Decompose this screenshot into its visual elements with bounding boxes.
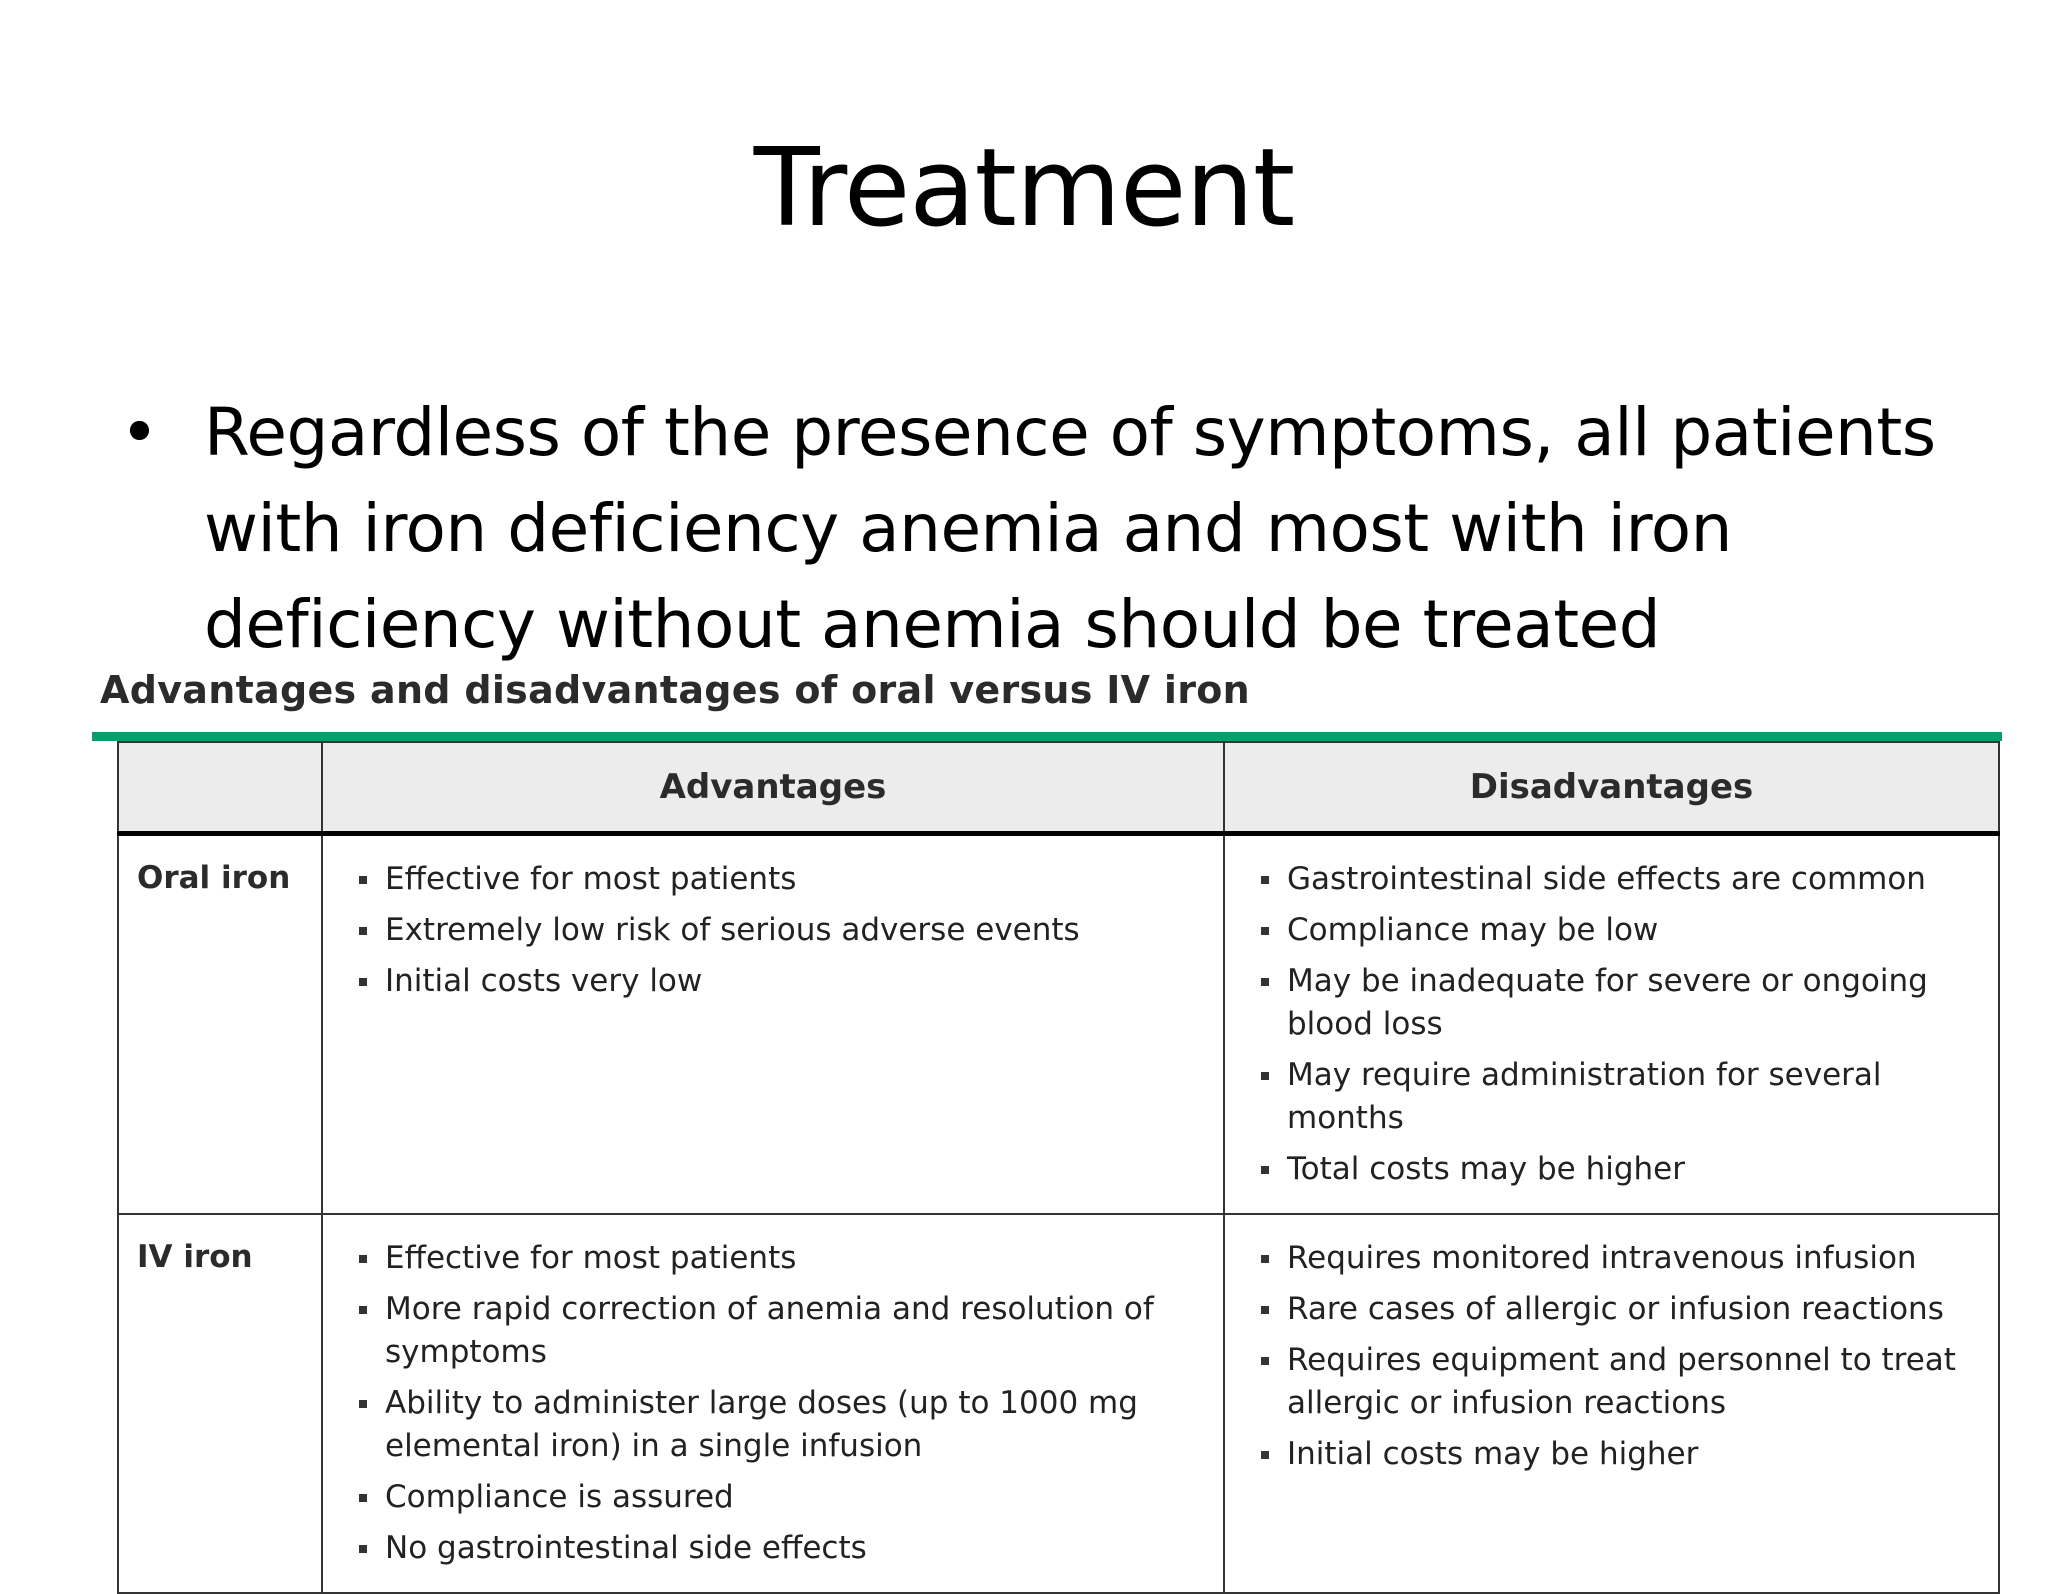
iv-disadvantages-list: [1259, 1237, 1978, 1476]
list-item: May be inadequate for severe or ongoing blood loss: [1259, 960, 1978, 1046]
table-caption: Advantages and disadvantages of oral versus IV iron: [100, 668, 1251, 712]
oral-advantages-cell: [322, 834, 1224, 1215]
bullet-paragraph: [120, 385, 1960, 673]
list-item: Ability to administer large doses (up to 1000 mg elemental iron) in a single infusion: [357, 1382, 1203, 1468]
iv-advantages-list: [357, 1237, 1203, 1570]
bullet-text: Regardless of the presence of symptoms, all patients with iron deficiency anemia and most with iron deficiency without anemia should be treated: [204, 394, 1936, 663]
list-item: Requires monitored intravenous infusion: [1259, 1237, 1978, 1280]
table-row-iv-iron: [118, 1214, 1999, 1593]
list-item: Initial costs may be higher: [1259, 1433, 1978, 1476]
iv-disadvantages-cell: [1224, 1214, 1999, 1593]
list-item: May require administration for several months: [1259, 1054, 1978, 1140]
list-item: Compliance may be low: [1259, 909, 1978, 952]
list-item: Extremely low risk of serious adverse events: [357, 909, 1203, 952]
header-advantages: Advantages: [322, 742, 1224, 834]
oral-advantages-list: [357, 858, 1203, 1003]
list-item: Effective for most patients: [357, 858, 1203, 901]
list-item: Gastrointestinal side effects are common: [1259, 858, 1978, 901]
list-item: Rare cases of allergic or infusion reactions: [1259, 1288, 1978, 1331]
caption-divider: [92, 732, 2002, 741]
list-item: Initial costs very low: [357, 960, 1203, 1003]
comparison-table: [117, 741, 2000, 1594]
list-item: More rapid correction of anemia and resolution of symptoms: [357, 1288, 1203, 1374]
list-item: Requires equipment and personnel to treat allergic or infusion reactions: [1259, 1339, 1978, 1425]
bullet-dot-icon: •: [120, 394, 159, 471]
table-header-row: [118, 742, 1999, 834]
header-disadvantages: Disadvantages: [1224, 742, 1999, 834]
header-empty-cell: [118, 742, 322, 834]
list-item: Effective for most patients: [357, 1237, 1203, 1280]
list-item: Total costs may be higher: [1259, 1148, 1978, 1191]
iv-advantages-cell: [322, 1214, 1224, 1593]
list-item: No gastrointestinal side effects: [357, 1527, 1203, 1570]
list-item: Compliance is assured: [357, 1476, 1203, 1519]
row-label-oral-iron: Oral iron: [118, 834, 322, 1215]
table-row-oral-iron: [118, 834, 1999, 1215]
slide-title: Treatment: [753, 126, 1295, 251]
oral-disadvantages-list: [1259, 858, 1978, 1191]
oral-disadvantages-cell: [1224, 834, 1999, 1215]
row-label-iv-iron: IV iron: [118, 1214, 322, 1593]
